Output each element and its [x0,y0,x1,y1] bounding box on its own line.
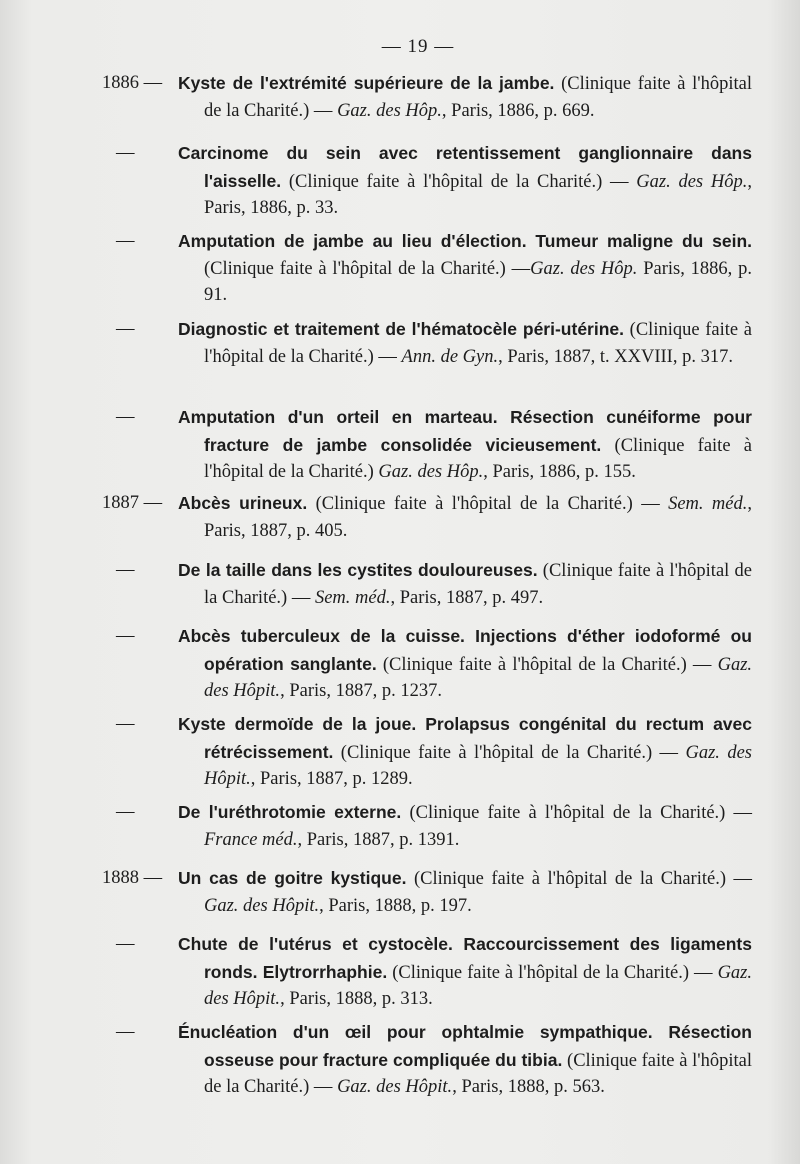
entry-citation: , Paris, 1888, p. 197. [319,895,472,916]
entry-clinic: (Clinique faite à l'hôpital de la Charité.) — [281,171,637,192]
entry-title: Un cas de goitre kystique. [178,868,407,888]
entry-title: Amputation d'un orteil en marteau. Résection cunéiforme pour fracture de jambe consolidée vicieusement. [178,407,752,455]
entry-year-marker: — [116,934,135,954]
entry-title: Abcès urineux. [178,493,308,513]
entry-body [178,228,752,309]
entry-title: Carcinome du sein avec retentissement ganglionnaire dans l'aisselle. [178,143,752,191]
entry-title: Énucléation d'un œil pour ophtalmie sympathique. Résection osseuse pour fracture compliquée du tibia. [178,1022,752,1070]
entry-year-marker: — [116,231,135,251]
entry-journal: Gaz. des Hôpit. [204,654,753,701]
entry-journal: Gaz. des Hôp. [337,100,442,121]
entry-clinic: (Clinique faite à l'hôpital de la Charité.) — [406,869,753,889]
entry-body [178,70,752,124]
bibliography-entry [0,623,800,705]
entry-body [178,316,752,370]
entry-clinic: (Clinique faite à l'hôpital de la Charité.) — [204,74,753,121]
entry-title: Amputation de jambe au lieu d'élection. Tumeur maligne du sein. [178,231,752,251]
bibliography-entry [0,316,800,370]
entry-year-marker: 1888 — [102,868,163,888]
entry-clinic: (Clinique faite à l'hôpital de la Charité.) — [307,494,669,514]
entry-clinic: (Clinique faite à l'hôpital de la Charité.) — [204,258,531,279]
entry-citation: , Paris, 1888, p. 313. [280,989,433,1009]
entry-body [178,140,752,222]
entry-year-marker: — [116,714,135,734]
bibliography-entry [0,711,800,793]
entry-body [178,404,752,486]
entry-title: De la taille dans les cystites douloureuses. [178,560,538,580]
bibliography-entry [0,557,800,611]
entry-body [178,1019,752,1101]
entry-title: Abcès tuberculeux de la cuisse. Injections d'éther iodoformé ou opération sanglante. [178,626,752,674]
entry-journal: Gaz. des Hôpit. [204,742,752,789]
entry-body [178,799,752,853]
entry-journal: Gaz. des Hôp. [530,258,638,279]
bibliography-entry [0,490,800,544]
entry-body [178,931,752,1013]
entry-journal: Gaz. des Hôpit. [337,1077,453,1097]
entry-year-marker: — [116,626,135,646]
entry-body [178,557,752,611]
entry-clinic: (Clinique faite à l'hôpital de la Charité.) — [204,320,752,367]
entry-title: Kyste dermoïde de la joue. Prolapsus congénital du rectum avec rétrécissement. [178,714,752,762]
entry-clinic: (Clinique faite à l'hôpital de la Charité.) — [204,1050,753,1097]
page-number: — 19 — [381,36,455,57]
entry-journal: Gaz. des Hôp. [636,171,748,192]
bibliography-entry [0,140,800,222]
bibliography-entry [0,404,800,486]
entry-title: De l'uréthrotomie externe. [178,802,402,822]
bibliography-entry [0,228,800,309]
entry-citation: , Paris, 1887, p. 1391. [297,829,460,850]
entry-year-marker: — [116,560,135,580]
entry-clinic: (Clinique faite à l'hôpital de la Charité.) — [333,742,686,763]
entry-citation: , Paris, 1887, p. 405. [204,494,752,541]
entry-clinic: (Clinique faite à l'hôpital de la Charité.) — [376,654,718,675]
entry-clinic: (Clinique faite à l'hôpital de la Charité.) — [387,962,718,983]
entry-year-marker: — [116,802,135,822]
entry-journal: Gaz. des Hôpit. [204,962,752,1009]
entry-clinic: (Clinique faite à l'hôpital de la Charité.) — [401,803,752,823]
entry-title: Kyste de l'extrémité supérieure de la jambe. [178,73,555,93]
entry-year-marker: — [116,1022,135,1042]
entry-journal: Gaz. des Hôp. [378,462,484,482]
entry-title: Diagnostic et traitement de l'hématocèle péri-utérine. [178,319,625,339]
entry-body [178,490,752,544]
entry-citation: , Paris, 1887, p. 1237. [280,681,442,701]
entry-body [178,865,752,919]
entry-title: Chute de l'utérus et cystocèle. Raccourcissement des ligaments ronds. Elytrorrhaphie. [178,934,752,982]
entry-year-marker: — [116,319,135,339]
bibliography-entry [0,799,800,853]
entry-citation: , Paris, 1886, p. 669. [441,100,595,121]
entry-year-marker: — [116,407,135,427]
bibliography-entry [0,865,800,919]
entry-citation: , Paris, 1886, p. 33. [204,171,752,218]
entry-journal: Sem. méd. [314,587,391,608]
entry-citation: , Paris, 1887, t. XXVIII, p. 317. [498,346,733,367]
entry-clinic: (Clinique faite à l'hôpital de la Charité.) [204,435,752,482]
entry-year-marker: 1886 — [102,73,163,93]
bibliography-entry [0,931,800,1013]
entry-year-marker: 1887 — [102,493,163,513]
entry-clinic: (Clinique faite à l'hôpital de la Charité.) — [204,561,752,608]
bibliography-entry [0,70,800,124]
entry-citation: , Paris, 1887, p. 1289. [250,769,413,789]
entry-year-marker: — [116,143,135,163]
bibliography-entry [0,1019,800,1101]
entry-journal: Gaz. des Hôpit. [204,895,320,916]
entry-body [178,711,752,793]
entry-journal: Sem. méd. [668,494,748,514]
entry-journal: France méd. [204,829,298,850]
entry-citation: , Paris, 1887, p. 497. [390,587,544,608]
entry-citation: Paris, 1886, p. 91. [204,258,752,305]
entry-citation: , Paris, 1886, p. 155. [483,462,636,482]
entry-citation: , Paris, 1888, p. 563. [452,1077,605,1097]
entry-journal: Ann. de Gyn. [401,346,499,367]
entry-body [178,623,752,705]
